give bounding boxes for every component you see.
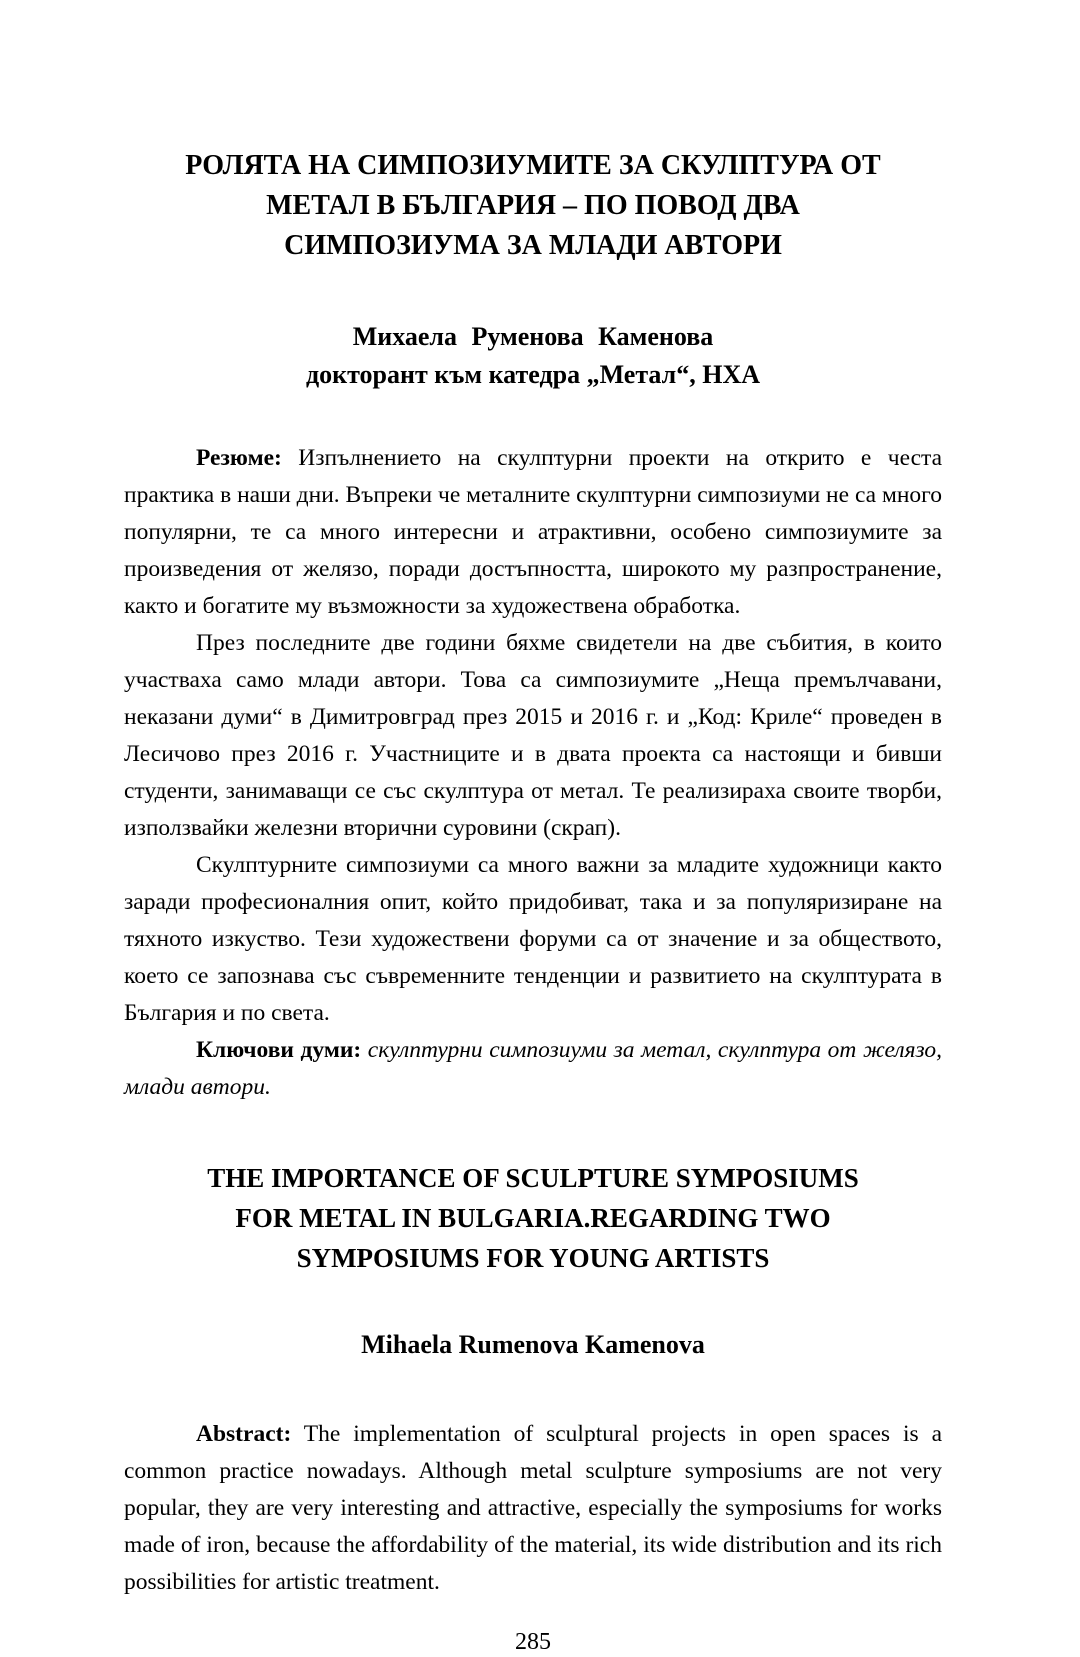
keywords-text: скулптурни симпозиуми за метал, скулптура от желязо, млади автори.: [124, 1037, 943, 1100]
author-block-bulgarian: [124, 318, 942, 394]
article-title-bulgarian: [124, 146, 942, 266]
article-title-english: [124, 1158, 942, 1278]
body-paragraph-2: През последните две години бяхме свидетели на две събития, в които участваха само млади автори. Това са симпозиумите „Неща премълчавани, неказани думи“ в Димитровград през 2015 и 2016 г. и „Код: Криле“ проведен в Лесичово през 2016 г. Участниците и в двата проекта са настоящи и бивши студенти, занимаващи се със скулптура от метал. Те реализираха своите творби, използвайки железни вторични суровини (скрап).: [124, 630, 942, 841]
title-en-line-3: SYMPOSIUMS FOR YOUNG ARTISTS: [296, 1243, 770, 1273]
keywords-paragraph: [124, 1032, 942, 1106]
title-en-line-2: FOR METAL IN BULGARIA.REGARDING TWO: [235, 1203, 831, 1233]
author-affiliation-bulgarian: докторант към катедра „Метал“, НХА: [305, 360, 761, 389]
author-name-bulgarian: Михаела Руменова Каменова: [352, 322, 714, 351]
resume-label: Резюме:: [196, 445, 282, 471]
resume-paragraph: [124, 440, 942, 625]
body-paragraph-3: Скулптурните симпозиуми са много важни за младите художници както заради професионалния опит, който придобиват, така и за популяризиране на тяхното изкуство. Тези художествени форуми са от значение и за обществото, което се запознава със съвременните тенденции и развитието на скулптурата в България и по света.: [124, 852, 942, 1026]
abstract-paragraph-english: [124, 1416, 942, 1601]
abstract-label: Abstract:: [196, 1421, 292, 1447]
title-bg-line-3: СИМПОЗИУМА ЗА МЛАДИ АВТОРИ: [284, 230, 782, 261]
title-en-line-1: THE IMPORTANCE OF SCULPTURE SYMPOSIUMS: [207, 1163, 859, 1193]
author-name-english: Mihaela Rumenova Kamenova: [361, 1330, 705, 1359]
abstract-text: The implementation of sculptural projects in open spaces is a common practice nowadays. Although metal sculpture symposiums are not very popular, they are very interesting and attractive, especially the symposiums for works made of iron, because the affordability of the material, its wide distribution and its rich possibilities for artistic treatment.: [124, 1421, 942, 1595]
title-bg-line-2: МЕТАЛ В БЪЛГАРИЯ – ПО ПОВОД ДВА: [266, 190, 800, 221]
title-bg-line-1: РОЛЯТА НА СИМПОЗИУМИТЕ ЗА СКУЛПТУРА ОТ: [185, 150, 881, 181]
keywords-label: Ключови думи:: [196, 1037, 362, 1063]
resume-text: Изпълнението на скулптурни проекти на открито е честа практика в наши дни. Въпреки че металните скулптурни симпозиуми не са много популярни, те са много интересни и атрактивни, особено симпозиумите за произведения от желязо, поради достъпността, широкото му разпространение, както и богатите му възможности за художествена обработка.: [124, 445, 943, 619]
page-number: 285: [515, 1629, 551, 1655]
